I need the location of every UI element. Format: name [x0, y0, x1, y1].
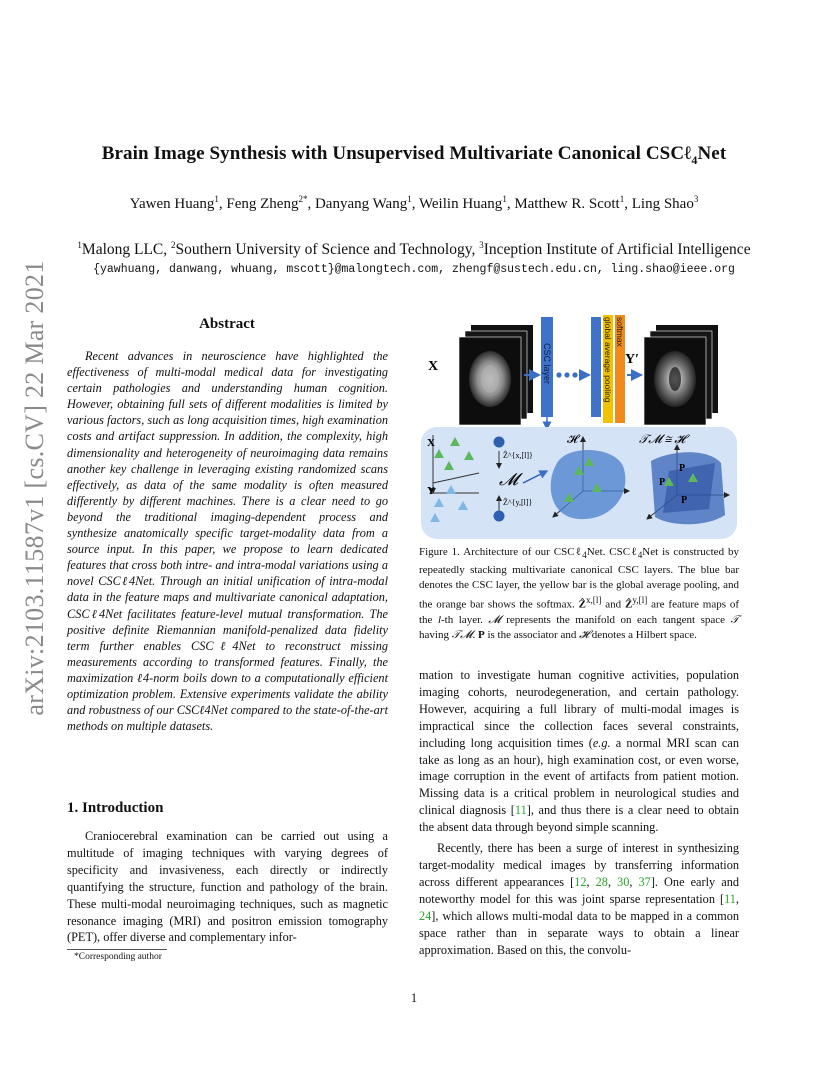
svg-text:P: P [681, 495, 688, 506]
figure-1 [419, 313, 739, 541]
affiliations: $^1$Malong LLC, $^2$Southern University of Science and Technology, $^3$Inception Institute of Artificial Intelligence [77, 240, 751, 259]
paper-title: Brain Image Synthesis with Unsupervised Multivariate Canonical CSCℓ$_4$Net [101, 143, 727, 167]
page-number: 1 [410, 991, 418, 1005]
author-emails: {yawhuang, danwang, whuang, mscott}@malongtech.com, zhengf@sustech.edu.cn, ling.shao@ieee.org [93, 263, 735, 276]
right-column-body [419, 667, 739, 958]
arxiv-stamp: arXiv:2103.11587v1 [cs.CV] 22 Mar 2021 [20, 259, 49, 716]
svg-text:Ẑ^{x,[l]}: Ẑ^{x,[l]} [503, 451, 533, 460]
abstract-body: Recent advances in neuroscience have highlighted the effectiveness of multi-modal medical data for investigating certain pathologies and understanding human cognition. However, obtaining full sets of different modalities is limited by various factors, such as long acquisition times, high examination costs and artifact suppression. In addition, the complexity, high dimensionality and heterogeneity of neuroimaging data remains another key challenge in leveraging existing randomized scans effectively, as data of the same modality is often measured differently by different machines. There is a clear need to go beyond the traditional imaging-dependent process and synthesize anatomically specific target-modality data from a source input. In this paper, we propose to learn dedicated features that cross both intre- and intra-modal variations using a novel CSCℓ4Net. Through an initial unification of intra-modal data in the feature maps and multivariate canonical adaptation, CSCℓ4Net facilitates feature-level mutual transformation. The positive definite Riemannian manifold-penalized data fidelity term further enables CSCℓ4Net to reconstruct missing measurements according to transformed features. Finally, the maximization ℓ4-norm boils down to a computationally efficient optimization problem. Extensive experiments validate the ability and robustness of our CSCℓ4Net compared to the state-of-the-art methods on multiple datasets. [67, 349, 388, 734]
svg-text:global average pooling: global average pooling [603, 317, 613, 403]
svg-text:Ẑ^{y,[l]}: Ẑ^{y,[l]} [503, 498, 533, 507]
figure-caption: Figure 1. Architecture of our CSCℓ$_4$Net. CSCℓ$_4$Net is constructed by repeatedly stacking multivariate canonical CSC layers. The blue bar denotes the CSC layer, the yellow bar is the global average pooling, and the orange bar shows the softmax. Ẑ$^{x,[l]}$ and Ẑ$^{y,[l]}$ are feature maps of the l-th layer. 𝓜 represents the manifold on each tangent space 𝒯 having 𝒯𝓜. P is the associator and 𝓗 denotes a Hilbert space. [419, 546, 740, 641]
svg-text:Y: Y [427, 485, 435, 497]
abstract-heading: Abstract [199, 316, 255, 332]
right-paragraph-2: Recently, there has been a surge of interest in synthesizing target-modality medical images by transferring information across different appearances [12, 28, 30, 37]. One early and noteworthy model for this was joint sparse representation [11, 24], which allows multi-modal data to be mapped in a common space rather than in separate ways to obtain a linear approximation. Based on this, the convolu- [419, 841, 739, 957]
author-list: Yawen Huang$^1$, Feng Zheng$^{2*}$, Danyang Wang$^1$, Weilin Huang$^1$, Matthew R. Scott$^1$, Ling Shao$^3$ [129, 194, 699, 212]
right-paragraph-1: mation to investigate human cognitive activities, population imaging cohorts, neurodegeneration, and certain pathology. However, acquiring a full library of multi-modal images is impractical since the collection faces several constraints, including long acquisition times (e.g. a normal MRI scan can take as long as an hour), high examination cost, or even worse, image corruption in the event of artifacts from patient motion. Missing data is a critical problem in neurological studies and clinical diagnosis [11], and thus there is a clear need to obtain the absent data through beyond simple scanning. [419, 668, 740, 835]
svg-text:CSC layer: CSC layer [542, 343, 552, 385]
output-mri-stack [644, 325, 718, 425]
hilbert-label: 𝓗 [567, 432, 578, 446]
intro-body: Craniocerebral examination can be carried out using a multitude of imaging techniques with varying degrees of specificity and invasiveness, each directly or indirectly quantifying the structure, function and pathology of the brain. These multi-modal neuroimaging techniques, such as magnetic resonance imaging (MRI) and positron emission tomography (PET), offer diverse and complementary infor- [67, 829, 388, 945]
csc-layer-bar-2 [591, 317, 601, 417]
svg-text:X: X [427, 437, 435, 449]
svg-text:P: P [679, 463, 686, 474]
footnote: *Corresponding author [74, 952, 162, 962]
svg-text:softmax: softmax [615, 317, 625, 347]
label-y-prime: Y′ [625, 352, 640, 367]
manifold-label: 𝓜 [499, 470, 519, 489]
intro-heading: 1. Introduction [67, 800, 164, 816]
footnote-rule [67, 949, 167, 950]
svg-text:P: P [659, 477, 666, 488]
input-mri-stack [459, 325, 533, 425]
tangent-label: 𝒯𝓜 ≅ 𝓗 [639, 432, 686, 446]
label-x: X [428, 359, 439, 374]
